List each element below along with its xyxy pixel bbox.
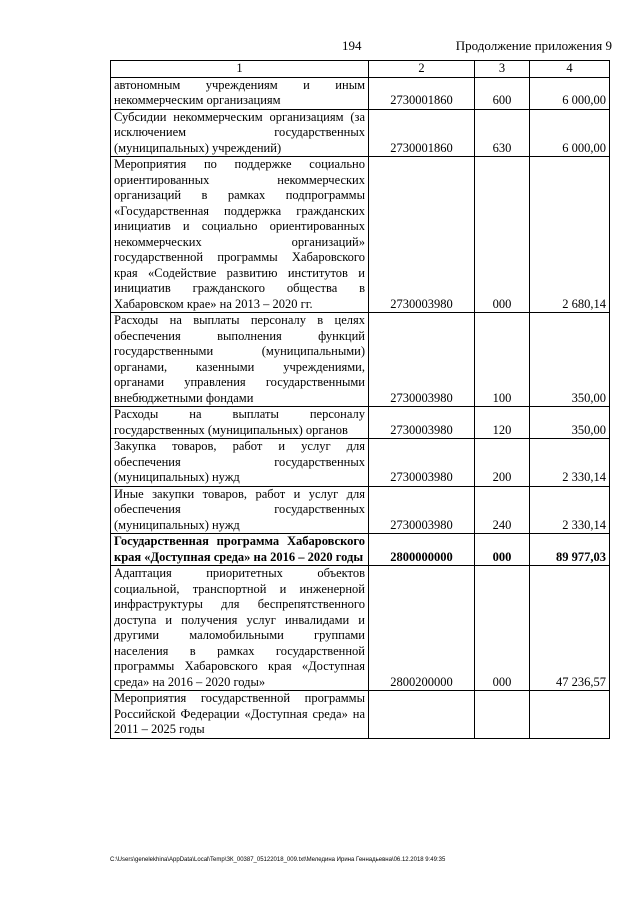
row-code: 2730001860 <box>369 77 475 109</box>
row-amount: 47 236,57 <box>530 566 610 691</box>
row-type: 000 <box>475 157 530 313</box>
row-type: 120 <box>475 407 530 439</box>
row-amount: 2 330,14 <box>530 439 610 487</box>
page-number: 194 <box>342 38 362 53</box>
row-description: Расходы на выплаты персоналу в целях обеспечения выполнения функций государственными (муниципальными) органами, казенными учреждениями, органами управления государственными внебюджетными фондами <box>111 313 369 407</box>
table-row <box>111 486 610 534</box>
row-code <box>369 691 475 739</box>
row-code: 2730003980 <box>369 313 475 407</box>
table-row <box>111 566 610 691</box>
continuation-title: Продолжение приложения 9 <box>455 38 612 53</box>
row-amount: 350,00 <box>530 313 610 407</box>
column-header-1: 1 <box>111 61 369 78</box>
row-type: 630 <box>475 109 530 157</box>
row-type: 240 <box>475 486 530 534</box>
row-code: 2730003980 <box>369 157 475 313</box>
table-row <box>111 313 610 407</box>
budget-table <box>110 60 610 739</box>
row-description: Субсидии некоммерческим организациям (за исключением государственных (муниципальных) учреждений) <box>111 109 369 157</box>
file-path-footer: C:\Users\genelekhina\AppData\Local\Temp\ЗК_00387_05122018_009.txt\Меледина Ирина Геннадьевна\06.12.2018 9:49:35 <box>110 857 446 863</box>
column-header-2: 2 <box>369 61 475 78</box>
column-header-3: 3 <box>475 61 530 78</box>
table-row <box>111 109 610 157</box>
row-description: Государственная программа Хабаровского края «Доступная среда» на 2016 – 2020 годы <box>111 534 369 566</box>
row-code: 2730001860 <box>369 109 475 157</box>
row-type: 200 <box>475 439 530 487</box>
row-description: Расходы на выплаты персоналу государственных (муниципальных) органов <box>111 407 369 439</box>
table-row <box>111 157 610 313</box>
row-code: 2730003980 <box>369 407 475 439</box>
column-header-4: 4 <box>530 61 610 78</box>
table-row <box>111 439 610 487</box>
row-code: 2800000000 <box>369 534 475 566</box>
row-description: Мероприятия по поддержке социально ориентированных некоммерческих организаций в рамках подпрограммы «Государственная поддержка гражданских инициатив и социально ориентированных некоммерческих организаций» государственной программы Хабаровского края «Содействие развитию институтов и инициатив гражданского общества в Хабаровском крае» на 2013 – 2020 гг. <box>111 157 369 313</box>
table-row-program <box>111 534 610 566</box>
row-code: 2730003980 <box>369 439 475 487</box>
table-row <box>111 407 610 439</box>
row-code: 2730003980 <box>369 486 475 534</box>
table-header-row <box>111 61 610 78</box>
row-type: 000 <box>475 534 530 566</box>
row-amount: 350,00 <box>530 407 610 439</box>
table-row <box>111 691 610 739</box>
row-amount <box>530 691 610 739</box>
row-amount: 2 330,14 <box>530 486 610 534</box>
row-type: 100 <box>475 313 530 407</box>
row-amount: 89 977,03 <box>530 534 610 566</box>
row-description: Закупка товаров, работ и услуг для обеспечения государственных (муниципальных) нужд <box>111 439 369 487</box>
row-code: 2800200000 <box>369 566 475 691</box>
row-type <box>475 691 530 739</box>
row-amount: 2 680,14 <box>530 157 610 313</box>
row-description: Мероприятия государственной программы Российской Федерации «Доступная среда» на 2011 – 2025 годы <box>111 691 369 739</box>
row-amount: 6 000,00 <box>530 77 610 109</box>
row-description: автономным учреждениям и иным некоммерческим организациям <box>111 77 369 109</box>
row-amount: 6 000,00 <box>530 109 610 157</box>
row-description: Иные закупки товаров, работ и услуг для обеспечения государственных (муниципальных) нужд <box>111 486 369 534</box>
row-description: Адаптация приоритетных объектов социальной, транспортной и инженерной инфраструктуры для беспрепятственного доступа и получения услуг инвалидами и другими маломобильными группами населения в рамках государственной программы Хабаровского края «Доступная среда» на 2016 – 2020 годы» <box>111 566 369 691</box>
row-type: 000 <box>475 566 530 691</box>
row-type: 600 <box>475 77 530 109</box>
table-row <box>111 77 610 109</box>
